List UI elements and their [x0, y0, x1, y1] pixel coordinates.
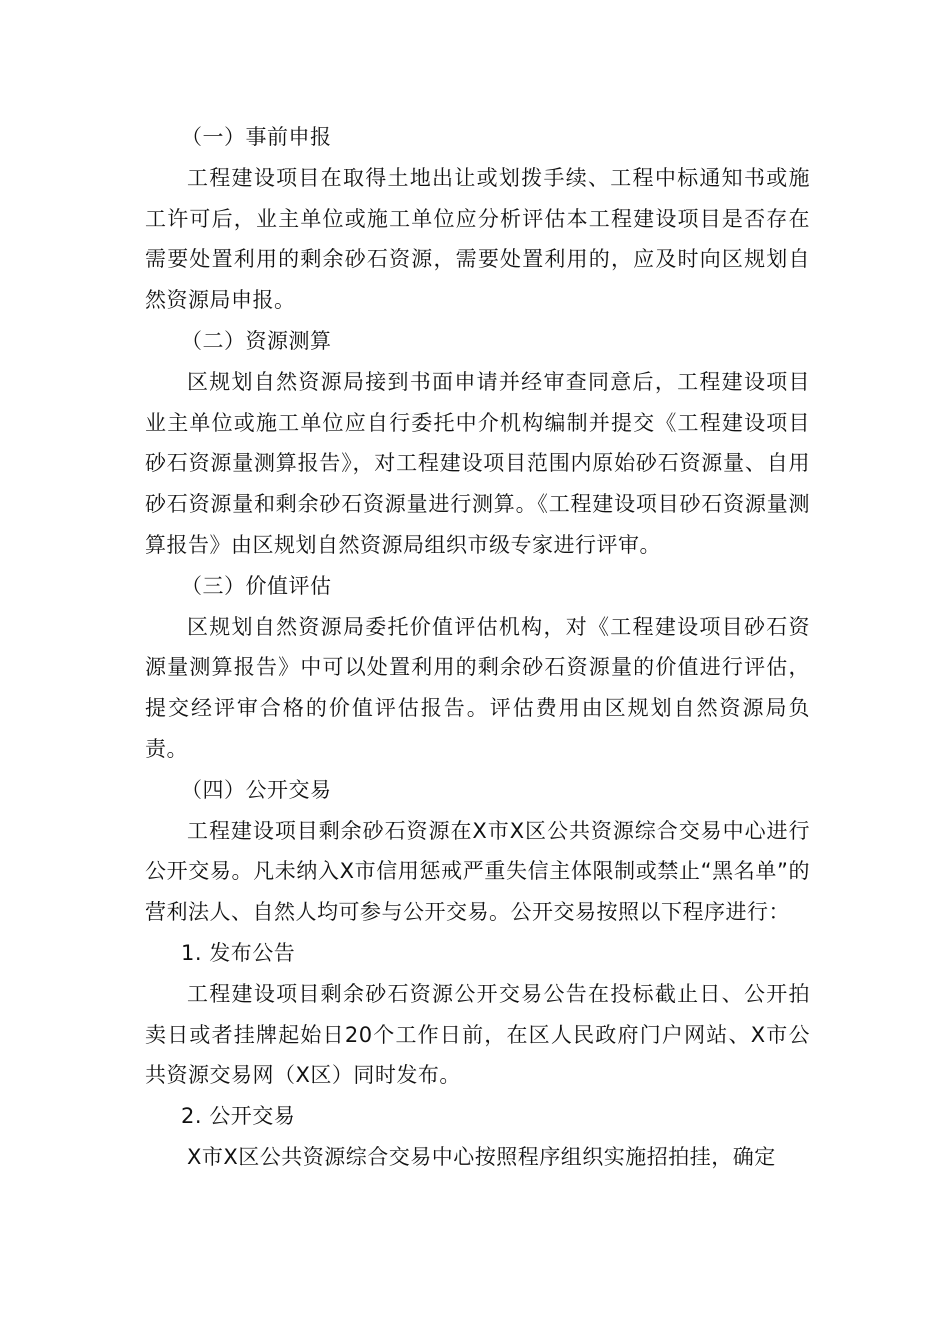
document-body [145, 117, 810, 1178]
subsection-heading-2: 2. 公开交易 [181, 1104, 296, 1129]
section-2-paragraph: 区规划自然资源局接到书面申请并经审查同意后，工程建设项目业主单位或施工单位应自行委托中介机构编制并提交《工程建设项目砂石资源量测算报告》，对工程建设项目范围内原始砂石资源量、自用砂石资源量和剩余砂石资源量进行测算。《工程建设项目砂石资源量测算报告》由区规划自然资源局组织市级专家进行评审。 [145, 369, 810, 557]
section-4-paragraph: 工程建设项目剩余砂石资源在X市X区公共资源综合交易中心进行公开交易。凡未纳入X市信用惩戒严重失信主体限制或禁止“黑名单”的营利法人、自然人均可参与公开交易。公开交易按照以下程序进行： [145, 818, 810, 925]
subsection-heading-1: 1. 发布公告 [181, 940, 296, 965]
section-heading-1: （一）事前申报 [181, 125, 332, 149]
section-heading-4: （四）公开交易 [181, 777, 332, 802]
section-heading-3: （三）价值评估 [181, 573, 332, 598]
section-3-paragraph: 区规划自然资源局委托价值评估机构，对《工程建设项目砂石资源量测算报告》中可以处置利用的剩余砂石资源量的价值进行评估，提交经评审合格的价值评估报告。评估费用由区规划自然资源局负责。 [145, 614, 810, 761]
subsection-1-paragraph: 工程建设项目剩余砂石资源公开交易公告在投标截止日、公开拍卖日或者挂牌起始日20个工作日前，在区人民政府门户网站、X市公共资源交易网（X区）同时发布。 [145, 981, 810, 1088]
section-1-paragraph: 工程建设项目在取得土地出让或划拨手续、工程中标通知书或施工许可后，业主单位或施工单位应分析评估本工程建设项目是否存在需要处置利用的剩余砂石资源，需要处置利用的，应及时向区规划自然资源局申报。 [145, 165, 810, 313]
section-heading-2: （二）资源测算 [181, 328, 332, 353]
subsection-2-paragraph: X市X区公共资源综合交易中心按照程序组织实施招拍挂，确定 [187, 1144, 776, 1169]
